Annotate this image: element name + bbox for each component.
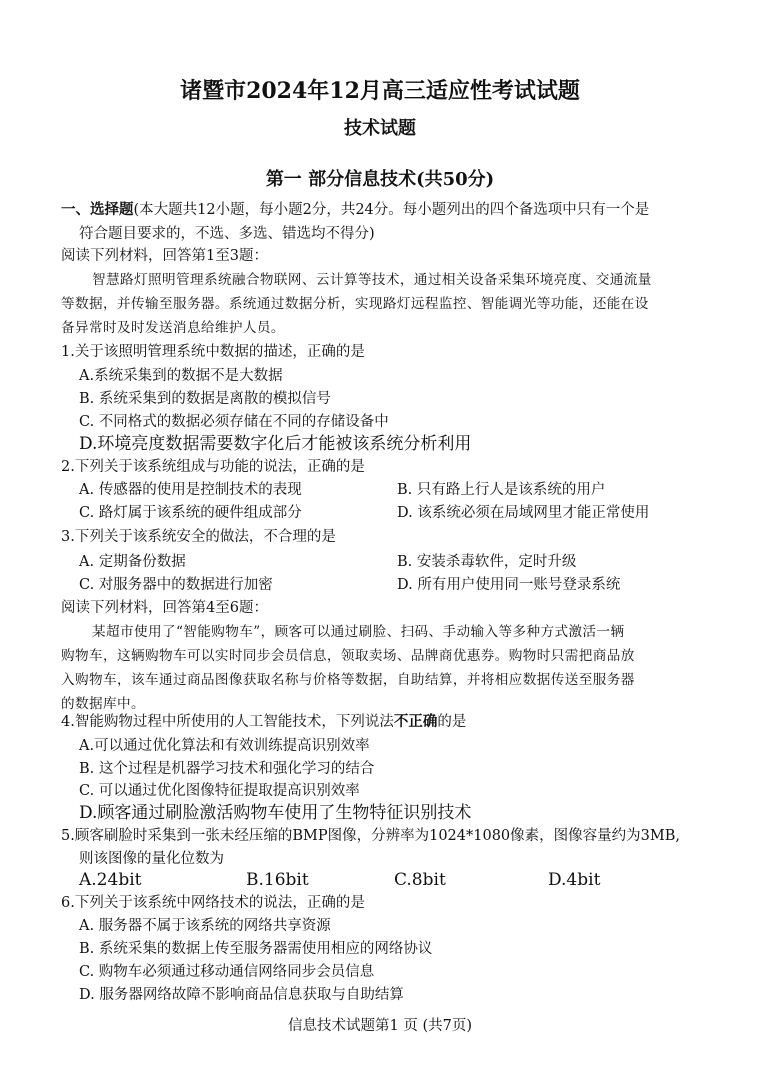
q6-stem: 6.下列关于该系统中网络技术的说法，正确的是 <box>61 895 365 911</box>
q1-option-b: B. 系统采集到的数据是离散的模拟信号 <box>79 391 331 407</box>
q5-stem-line1: 5.顾客刷脸时采集到一张未经压缩的BMP图像，分辨率为1024*1080像素，图像容量约为3MB, <box>61 828 680 844</box>
part-heading: 第一 部分信息技术(共50分) <box>265 169 495 190</box>
q2-option-c: C. 路灯属于该系统的硬件组成部分 <box>79 505 302 521</box>
q2-option-b: B. 只有路上行人是该系统的用户 <box>397 482 606 498</box>
q3-option-a: A. 定期备份数据 <box>79 554 186 570</box>
q1-option-d: D.环境亮度数据需要数字化后才能被该系统分析利用 <box>79 434 472 454</box>
q4-stem-post: 的是 <box>437 714 467 730</box>
q1-option-c: C. 不同格式的数据必须存储在不同的存储设备中 <box>79 414 389 430</box>
section-instructions <box>61 200 649 220</box>
q1-stem: 1.关于该照明管理系统中数据的描述，正确的是 <box>61 344 365 360</box>
section-instruction-line1: (本大题共12小题，每小题2分，共24分。每小题列出的四个备选项中只有一个是 <box>133 202 650 218</box>
section-instruction-line2: 符合题目要求的，不选、多选、错选均不得分) <box>79 226 375 242</box>
q4-option-a: A.可以通过优化算法和有效训练提高识别效率 <box>79 738 370 754</box>
material1-intro: 阅读下列材料，回答第1至3题： <box>61 248 268 264</box>
q2-stem: 2.下列关于该系统组成与功能的说法，正确的是 <box>61 459 365 475</box>
q6-option-c: C. 购物车必须通过移动通信网络同步会员信息 <box>79 964 375 980</box>
exam-subtitle: 技术试题 <box>344 118 416 139</box>
q2-option-a: A. 传感器的使用是控制技术的表现 <box>79 482 302 498</box>
material2-line: 某超市使用了“智能购物车”，顾客可以通过刷脸、扫码、手动输入等多种方式激活一辆 <box>92 624 625 640</box>
material1-line: 智慧路灯照明管理系统融合物联网、云计算等技术，通过相关设备采集环境亮度、交通流量 <box>92 272 652 288</box>
q6-option-a: A. 服务器不属于该系统的网络共享资源 <box>79 918 331 934</box>
q4-stem-emphasis: 不正确 <box>393 713 438 730</box>
q5-stem-line2: 则该图像的量化位数为 <box>79 851 224 867</box>
q3-stem: 3.下列关于该系统安全的做法，不合理的是 <box>61 529 336 545</box>
page-footer: 信息技术试题第1 页 (共7页) <box>288 1018 472 1034</box>
material1-line: 备异常时及时发送消息给维护人员。 <box>61 320 285 336</box>
material2-line: 购物车，这辆购物车可以实时同步会员信息，领取卖场、品牌商优惠券。购物时只需把商品放 <box>61 648 635 664</box>
section-label: 一、选择题 <box>61 201 134 218</box>
q4-option-b: B. 这个过程是机器学习技术和强化学习的结合 <box>79 761 375 777</box>
q3-option-c: C. 对服务器中的数据进行加密 <box>79 577 273 593</box>
q5-option-b: B.16bit <box>246 870 309 890</box>
q3-option-d: D. 所有用户使用同一账号登录系统 <box>397 577 621 593</box>
q4-option-c: C. 可以通过优化图像特征提取提高识别效率 <box>79 783 360 799</box>
q1-option-a: A.系统采集到的数据不是大数据 <box>79 368 283 384</box>
q5-option-d: D.4bit <box>548 870 601 890</box>
q4-stem-pre: 4.智能购物过程中所使用的人工智能技术，下列说法 <box>61 714 394 730</box>
q2-option-d: D. 该系统必须在局域网里才能正常使用 <box>397 505 650 521</box>
material2-line: 入购物车，该车通过商品图像获取名称与价格等数据，自助结算，并将相应数据传送至服务器 <box>61 672 635 688</box>
q4-stem <box>61 712 466 732</box>
exam-title: 诸暨市2024年12月高三适应性考试试题 <box>180 78 580 104</box>
material2-intro: 阅读下列材料，回答第4至6题： <box>61 600 268 616</box>
material1-line: 等数据，并传输至服务器。系统通过数据分析，实现路灯远程监控、智能调光等功能，还能在设 <box>61 296 649 312</box>
q6-option-d: D. 服务器网络故障不影响商品信息获取与自助结算 <box>79 987 404 1003</box>
q5-option-a: A.24bit <box>79 870 142 890</box>
q5-option-c: C.8bit <box>394 870 446 890</box>
material2-line: 的数据库中。 <box>61 696 145 712</box>
q3-option-b: B. 安装杀毒软件，定时升级 <box>397 554 577 570</box>
q6-option-b: B. 系统采集的数据上传至服务器需使用相应的网络协议 <box>79 941 433 957</box>
q4-option-d: D.顾客通过刷脸激活购物车使用了生物特征识别技术 <box>79 803 472 823</box>
